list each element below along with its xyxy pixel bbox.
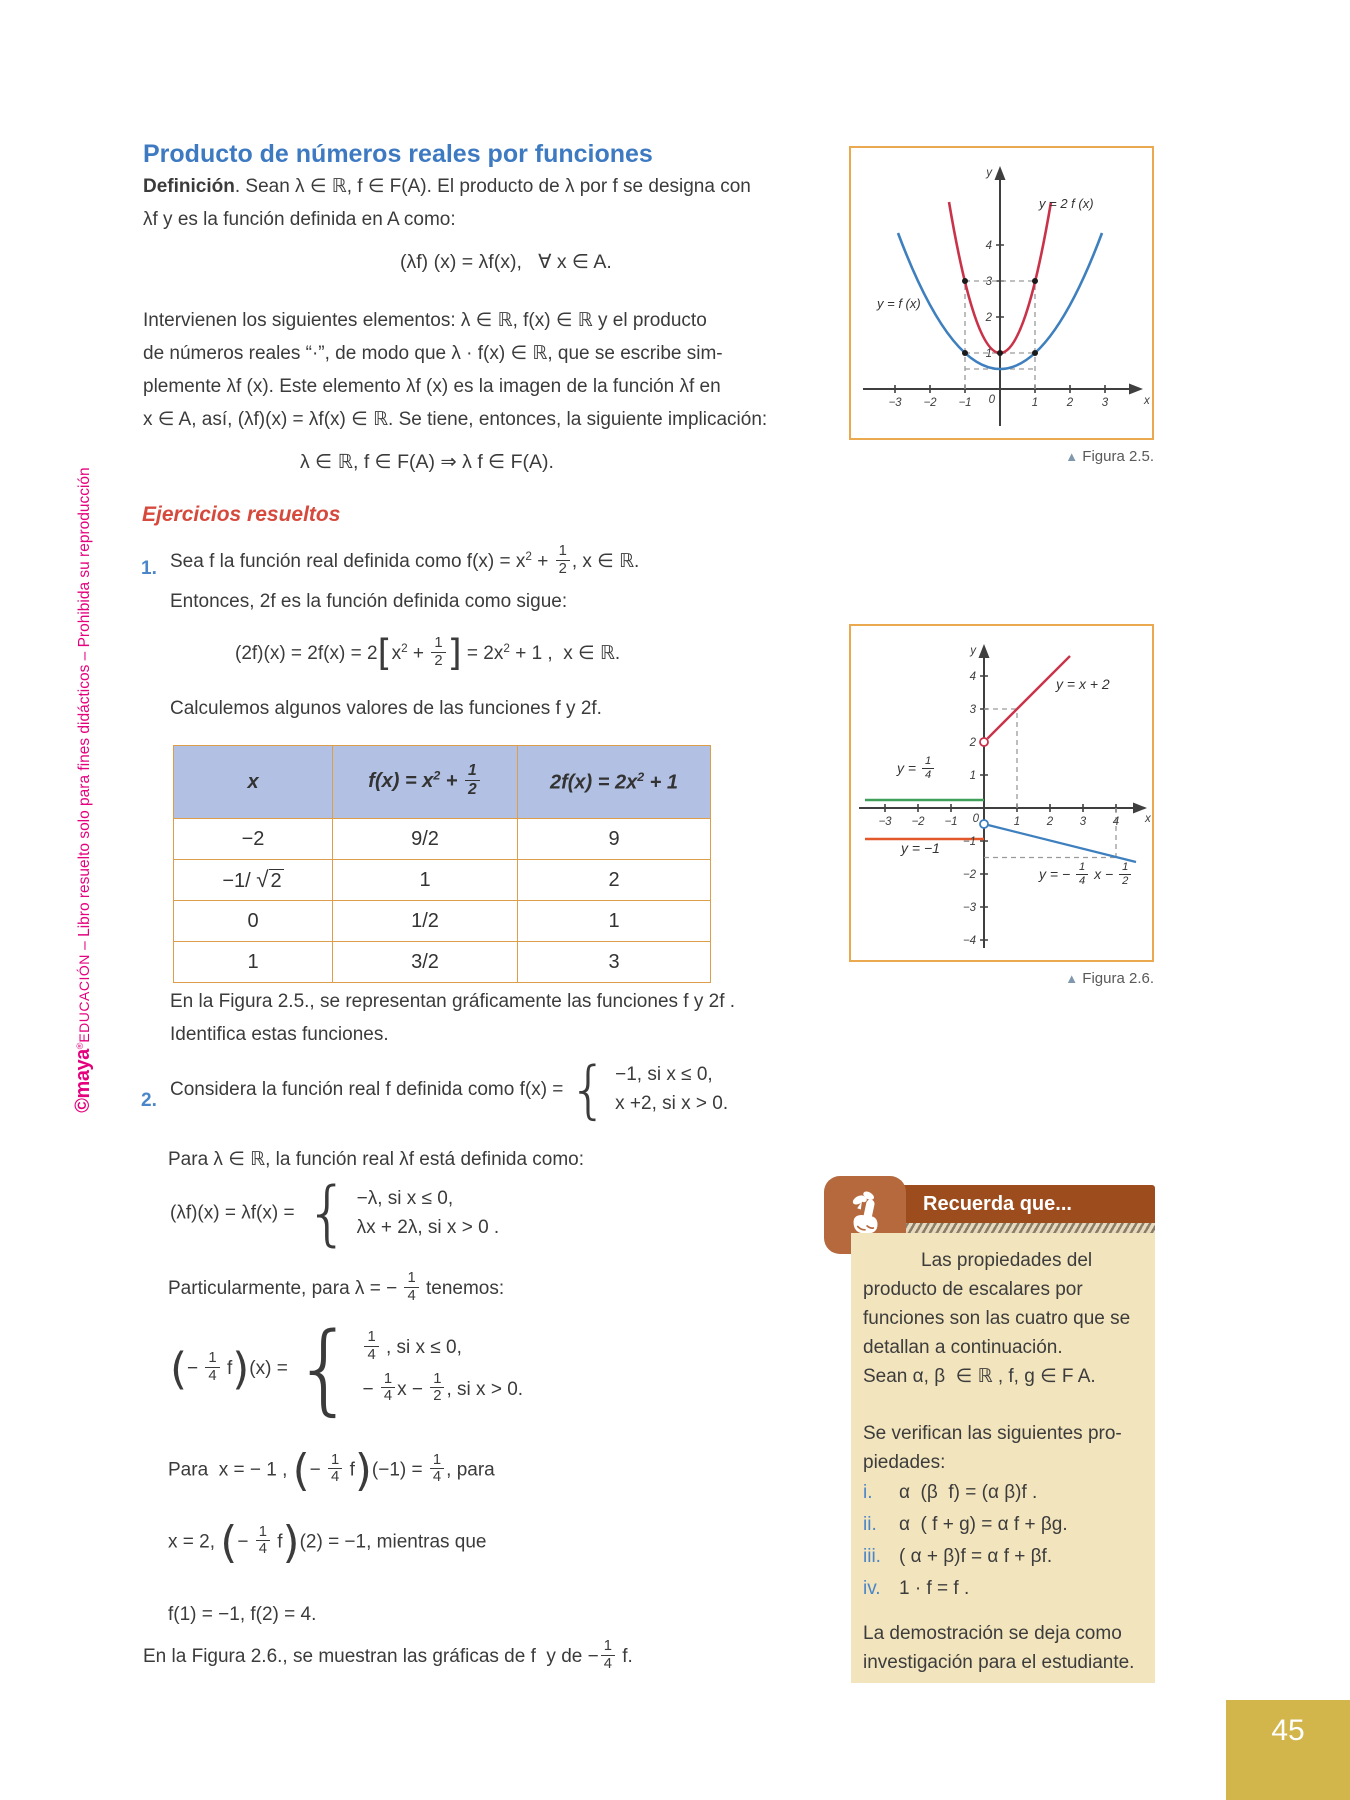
svg-text:1: 1: [969, 770, 976, 782]
recuerda-text-line: piedades:: [863, 1452, 946, 1473]
recuerda-header: Recuerda que...: [851, 1185, 1155, 1223]
svg-text:3: 3: [969, 704, 976, 716]
implication-equation: λ ∈ ℝ, f ∈ F(A) ⇒ λ f ∈ F(A).: [300, 451, 554, 473]
table-cell: 1: [333, 860, 518, 901]
svg-text:4: 4: [969, 671, 976, 683]
brand-text: EDUCACIÓN: [76, 954, 92, 1043]
table-cell: 3/2: [333, 942, 518, 983]
svg-text:3: 3: [1101, 397, 1109, 409]
recuerda-text-line: La demostración se deja como: [863, 1623, 1122, 1644]
table-cell: 2: [518, 860, 711, 901]
item1-calc-text: Calculemos algunos valores de las funciones f y 2f.: [170, 698, 602, 719]
fig26-label-red: y = x + 2: [1056, 676, 1110, 692]
recuerda-body: [851, 1233, 1155, 1683]
svg-text:x: x: [1145, 813, 1151, 825]
table-cell: −2: [174, 819, 333, 860]
table-cell: 1/2: [333, 901, 518, 942]
table-cell: 9: [518, 819, 711, 860]
svg-text:−4: −4: [962, 935, 976, 947]
table-header-2f: $2f(x) = 2x^2 + 1$: [518, 746, 711, 819]
fig26-label-orange: y = −1: [901, 840, 940, 856]
note-fig26: En la Figura 2.6., se muestran las gráficas de f y de − $\frac{1}{4}$ f.: [143, 1638, 633, 1672]
recuerda-text-line: funciones son las cuatro que se: [863, 1308, 1131, 1329]
svg-text:1: 1: [985, 348, 992, 360]
fig25-caption: ▲ Figura 2.5.: [1065, 448, 1154, 465]
item2-eval-line2: x = 2, (− $\frac{1}{4}$ f)(2) = −1, mientras que: [168, 1517, 487, 1568]
open-point-blue: [980, 820, 988, 828]
page-number-tab: [1226, 1700, 1350, 1800]
registered-mark: ®: [74, 1042, 85, 1050]
svg-text:0: 0: [972, 813, 979, 825]
definition-paragraph-line2: λf y es la función definida en A como:: [143, 209, 456, 230]
fig26-label-blue: y = − $\frac{1}{4}$ x − $\frac{1}{2}$: [1039, 862, 1133, 888]
recuerda-text-line: producto de escalares por: [863, 1279, 1083, 1300]
note-fig25-line1: En la Figura 2.5., se representan gráficamente las funciones f y 2f .: [170, 991, 736, 1012]
figure-2-5: [849, 146, 1154, 440]
svg-text:0: 0: [988, 394, 995, 406]
property-i: i. α (β f) = (α β)f .: [863, 1482, 1038, 1503]
definition-word: Definición: [143, 176, 235, 197]
paragraph-elements-line2: de números reales “·”, de modo que λ · f(x) ∈ ℝ, que se escribe sim-: [143, 343, 723, 364]
svg-text:−2: −2: [962, 869, 976, 881]
item2-number: 2.: [141, 1090, 157, 1111]
ray-blue-slope: [988, 825, 1136, 862]
svg-text:2: 2: [969, 737, 976, 749]
svg-text:2: 2: [985, 312, 992, 324]
recuerda-text-line: Se verifican las siguientes pro-: [863, 1423, 1122, 1444]
fig26-label-green: y = $\frac{1}{4}$: [897, 756, 936, 782]
table-cell: 3: [518, 942, 711, 983]
svg-text:1: 1: [1031, 397, 1039, 409]
page-title: Producto de números reales por funciones: [143, 140, 653, 168]
copyright-note: – Libro resuelto solo para fines didácticos – Prohibida su reproducción: [76, 467, 93, 955]
svg-text:−2: −2: [923, 397, 937, 409]
item2-eval-line1: Para x = − 1 , (− $\frac{1}{4}$ f)(−1) = $\frac{1}{4}$ , para: [168, 1445, 495, 1496]
copyright-vertical-text: [72, 405, 98, 1175]
ray-red-xplus2: [988, 656, 1071, 739]
table-cell: 0: [174, 901, 333, 942]
svg-text:3: 3: [1079, 816, 1087, 828]
table-row: [174, 819, 711, 860]
recuerda-text-line: Sean α, β ∈ ℝ , f, g ∈ F A.: [863, 1366, 1096, 1387]
table-row: [174, 942, 711, 983]
table-cell: −1/ √ 2: [174, 860, 333, 901]
fig25-plot: [851, 148, 1152, 438]
svg-text:y: y: [986, 167, 992, 179]
item1-number: 1.: [141, 558, 157, 579]
table-row: [174, 901, 711, 942]
definition-paragraph-line1: Definición. Sean λ ∈ ℝ, f ∈ F(A). El producto de λ por f se designa con: [143, 176, 751, 197]
item2-particular-text: Particularmente, para λ = − $\frac{1}{4}$ tenemos:: [168, 1270, 505, 1304]
paragraph-elements-line4: x ∈ A, así, (λf)(x) = λf(x) ∈ ℝ. Se tiene, entonces, la siguiente implicación:: [143, 409, 768, 430]
svg-text:2: 2: [1066, 397, 1074, 409]
item1-equation-2f: $(2f)(x) = 2f(x) = 2[x^2$ + $\frac{1}{2}$ ] = $2x^2 + 1$ , x ∈ ℝ.: [235, 632, 621, 675]
values-table: [173, 745, 711, 983]
table-header-x: x: [174, 746, 333, 819]
svg-text:−3: −3: [962, 902, 976, 914]
table-header-f: $f(x) = x^2$ + $\frac{1}{2}$: [333, 746, 518, 819]
recuerda-text-line: Las propiedades del: [921, 1250, 1093, 1271]
paragraph-elements-line3: plemente λf (x). Este elemento λf (x) es la imagen de la función λf en: [143, 376, 721, 397]
svg-text:−3: −3: [888, 397, 902, 409]
svg-text:4: 4: [1112, 816, 1120, 828]
x-axis-arrow: [1129, 384, 1143, 395]
x-axis-arrow: [1133, 803, 1147, 814]
table-cell: 1: [174, 942, 333, 983]
dashed-guides: [984, 709, 1116, 858]
table-cell: 9/2: [333, 819, 518, 860]
item2-para-lambda: Para λ ∈ ℝ, la función real λf está definida como:: [168, 1149, 585, 1170]
svg-text:3: 3: [985, 276, 992, 288]
recuerda-text-line: investigación para el estudiante.: [863, 1652, 1135, 1673]
recuerda-text-line: detallan a continuación.: [863, 1337, 1063, 1358]
svg-text:−1: −1: [944, 816, 958, 828]
svg-text:−1: −1: [958, 397, 972, 409]
fig25-label-2f: y = 2 f (x): [1039, 196, 1094, 211]
y-axis-arrow: [979, 644, 990, 658]
item1-statement: Sea f la función real definida como $f(x) = x^2$ + $\frac{1}{2}$ , x ∈ ℝ.: [170, 543, 640, 577]
property-iv: iv. 1 · f = f .: [863, 1578, 970, 1599]
definition-equation: (λf) (x) = λf(x), ∀ x ∈ A.: [400, 251, 612, 273]
open-point-red: [980, 738, 988, 746]
svg-text:−3: −3: [878, 816, 892, 828]
y-axis-arrow: [995, 166, 1006, 180]
svg-text:2: 2: [1046, 816, 1054, 828]
page-number: 45: [1271, 1714, 1305, 1747]
caption-triangle-icon: ▲: [1065, 449, 1079, 464]
caption-triangle-icon: ▲: [1065, 971, 1079, 986]
tick-labels: [888, 167, 1151, 409]
tick-labels: [878, 645, 1152, 947]
svg-text:1: 1: [1013, 816, 1021, 828]
property-ii: ii. α ( f + g) = α f + βg.: [863, 1514, 1068, 1535]
table-row: [174, 860, 711, 901]
fig26-caption: ▲ Figura 2.6.: [1065, 970, 1154, 987]
item1-statement-line2: Entonces, 2f es la función definida como sigue:: [170, 591, 568, 612]
figure-2-6: [849, 624, 1154, 962]
svg-text:4: 4: [985, 240, 992, 252]
maya-logo: ©maya: [72, 1049, 94, 1113]
property-iii: iii. ( α + β)f = α f + βf.: [863, 1546, 1053, 1567]
item2-eval-line3: f(1) = −1, f(2) = 4.: [168, 1604, 317, 1625]
item2-equation-lambdaf: (λf)(x) = λf(x) = { −λ, si x ≤ 0, λx + 2λ, si x > 0 .: [170, 1172, 500, 1254]
svg-text:−2: −2: [911, 816, 925, 828]
note-fig25-line2: Identifica estas funciones.: [170, 1024, 389, 1045]
item2-statement: Considera la función real f definida como f(x) = { −1, si x ≤ 0, x +2, si x > 0.: [170, 1053, 729, 1126]
section-heading-ejercicios: Ejercicios resueltos: [142, 503, 341, 526]
table-header-row: [174, 746, 711, 819]
paragraph-elements-line1: Intervienen los siguientes elementos: λ ∈ ℝ, f(x) ∈ ℝ y el producto: [143, 310, 707, 331]
svg-text:y: y: [970, 645, 976, 657]
svg-text:x: x: [1144, 395, 1150, 407]
fig25-label-f: y = f (x): [877, 296, 921, 311]
table-cell: 1: [518, 901, 711, 942]
item2-equation-quarter: (− $\frac{1}{4}$ f)(x) = { $\frac{1}{4}$ , si x ≤ 0, − $\frac{1}{4}$ x − $\frac{1}{2}$ , si x > 0.: [170, 1312, 524, 1426]
svg-text:−1: −1: [962, 836, 976, 848]
